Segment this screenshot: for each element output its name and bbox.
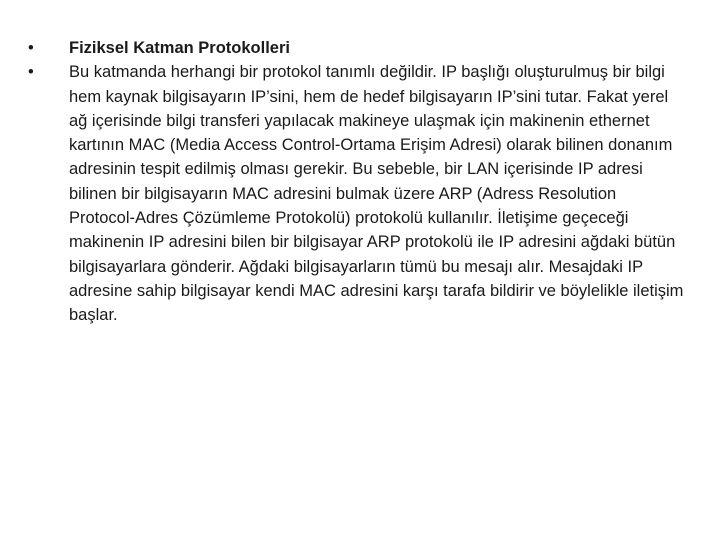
bullet-heading-text: Fiziksel Katman Protokolleri <box>69 39 290 57</box>
bullet-item-heading <box>26 36 686 60</box>
bullet-list <box>26 36 686 328</box>
bullet-item-body <box>26 60 686 327</box>
bullet-marker: • <box>28 39 34 57</box>
bullet-marker: • <box>28 63 34 82</box>
bullet-body-text: Bu katmanda herhangi bir protokol tanımlı değildir. IP başlığı oluşturulmuş bir bilgi hem kaynak bilgisayarın IP’sini, hem de hedef bilgisayarın IP’sini tutar. Fakat yerel ağ içerisinde bilgi transferi yapılacak makineye ulaşmak için makinenin ethernet kartının MAC (Media Access Control-Ortama Erişim Adresi) olarak bilinen donanım adresinin tespit edilmiş olması gerekir. Bu sebeble, bir LAN içerisinde IP adresi bilinen bir bilgisayarın MAC adresini bulmak üzere ARP (Adress Resolution Protocol-Adres Çözümleme Protokolü) protokolü kullanılır. İletişime geçeceği makinenin IP adresini bilen bir bilgisayar ARP protokolü ile IP adresini ağdaki bütün bilgisayarlara gönderir. Ağdaki bilgisayarların tümü bu mesajı alır. Mesajdaki IP adresine sahip bilgisayar kendi MAC adresini karşı tarafa bildirir ve böylelikle iletişim başlar. <box>69 63 684 325</box>
